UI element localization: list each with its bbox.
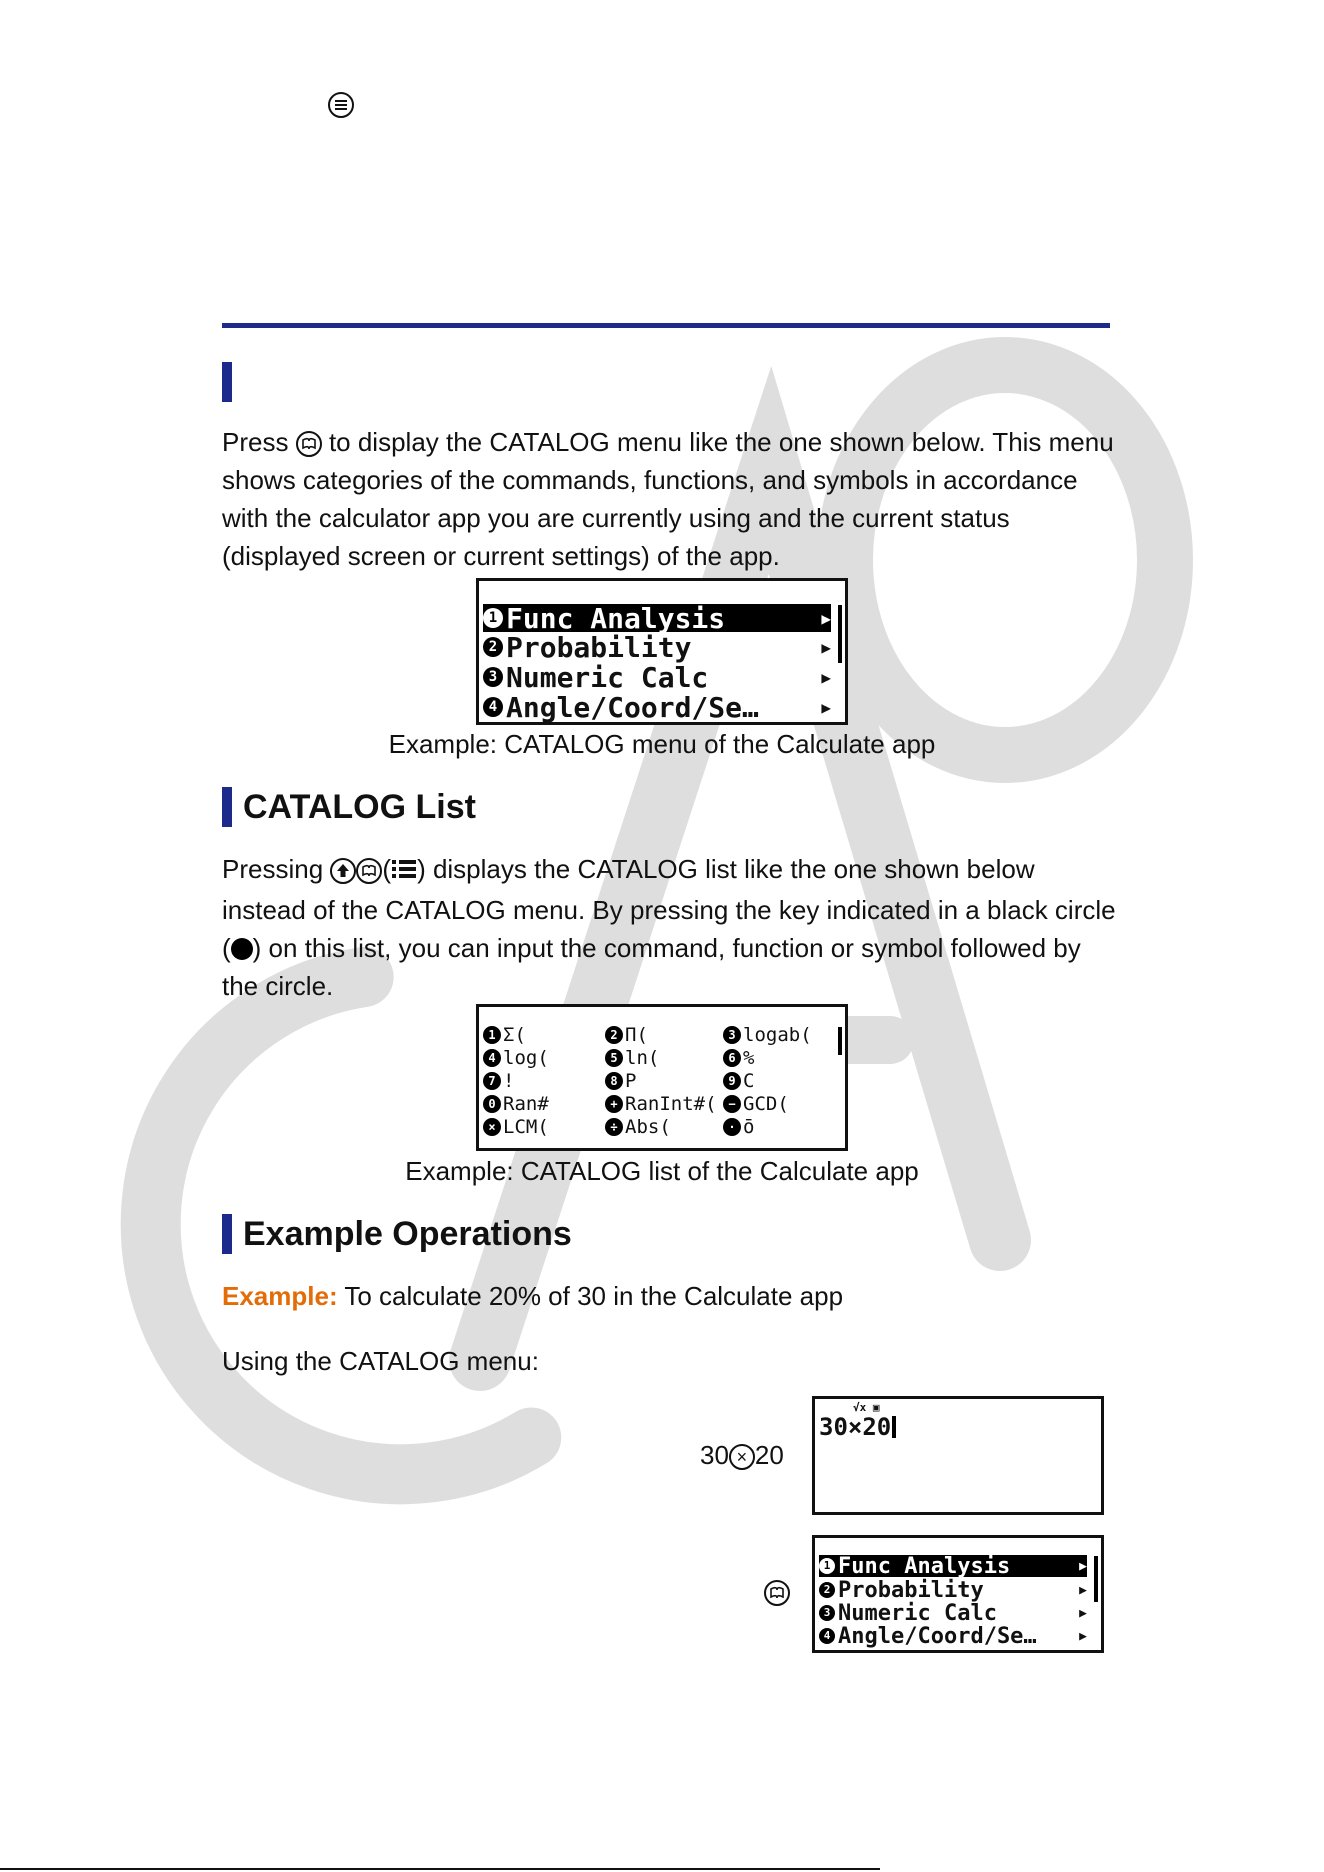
submenu-arrow-icon: ▶: [1079, 1582, 1087, 1598]
catalog-list-intro: Pressing ( ) displays the CATALOG list like the one shown below instead of the CATALOG menu. By pressing the key indicated in a black circle ( ) on this list, you can input the command, function or symbol followed by the circle.: [222, 854, 1116, 1001]
catalog-list-screen: [476, 1004, 848, 1151]
section-rule: [222, 323, 1110, 328]
catalog-list-entry: 7 !: [483, 1070, 514, 1092]
catalog-list-heading: CATALOG List: [243, 788, 476, 826]
section-heading-bar: [222, 362, 232, 402]
black-circle-icon: [231, 938, 253, 960]
catalog-menu-intro: Press to display the CATALOG menu like the one shown below. This menu shows categories of the commands, functions, and symbols in accordance with the calculator app you are currently using and the current status (displayed screen or current settings) of the app.: [222, 427, 1114, 571]
using-catalog-menu: Using the CATALOG menu:: [222, 1346, 539, 1376]
submenu-arrow-icon: ▶: [821, 697, 831, 717]
submenu-arrow-icon: ▶: [821, 637, 831, 657]
catalog-list-heading-bar: [222, 787, 232, 827]
catalog-menu-item: 1 Func Analysis ▶: [483, 604, 831, 632]
catalog-menu-item: 4 Angle/Coord/Se… ▶: [819, 1625, 1087, 1647]
scrollbar: [1094, 1556, 1098, 1602]
catalog-list-caption: Example: CATALOG list of the Calculate app: [405, 1156, 919, 1186]
catalog-list-entry: 8 P: [605, 1070, 636, 1092]
catalog-list-entry: ÷ Abs(: [605, 1116, 671, 1138]
step2-screen: [812, 1535, 1104, 1653]
status-indicators: √x ▣: [853, 1401, 880, 1414]
scrollbar: [838, 605, 842, 663]
step1-keys: 30 × 20: [700, 1440, 784, 1470]
example-line: Example: To calculate 20% of 30 in the Calculate app: [222, 1281, 844, 1311]
submenu-arrow-icon: ▶: [821, 667, 831, 687]
multiply-key-icon: ×: [729, 1444, 755, 1470]
catalog-menu-item: 3 Numeric Calc ▶: [819, 1602, 1087, 1624]
catalog-menu-caption: Example: CATALOG menu of the Calculate app: [388, 729, 936, 759]
list-icon: [391, 853, 417, 891]
catalog-list-entry: 0 Ran#: [483, 1093, 549, 1115]
catalog-key-icon: [296, 431, 322, 457]
catalog-list-entry: 6 %: [723, 1047, 754, 1069]
submenu-arrow-icon: ▶: [1079, 1558, 1087, 1574]
catalog-menu-item: 4 Angle/Coord/Se… ▶: [483, 693, 831, 721]
catalog-list-entry: 2 Π(: [605, 1024, 648, 1046]
catalog-list-entry: · ō: [723, 1116, 754, 1138]
catalog-key-icon: [764, 1580, 790, 1606]
catalog-list-entry: − GCD(: [723, 1093, 789, 1115]
example-label: Example:: [222, 1281, 338, 1311]
step1-screen: [812, 1396, 1104, 1515]
submenu-arrow-icon: ▶: [821, 608, 831, 628]
cursor: [892, 1416, 896, 1438]
catalog-menu-item: 1 Func Analysis ▶: [819, 1555, 1087, 1577]
catalog-key-icon: [356, 858, 382, 884]
catalog-menu-item: 2 Probability ▶: [483, 633, 831, 661]
catalog-menu-screen: [476, 578, 848, 725]
input-expression: 30×20: [819, 1413, 896, 1441]
catalog-list-entry: 5 ln(: [605, 1047, 659, 1069]
catalog-list-entry: 9 C: [723, 1070, 754, 1092]
catalog-list-entry: 3 logab(: [723, 1024, 812, 1046]
submenu-arrow-icon: ▶: [1079, 1628, 1087, 1644]
catalog-list-entry: + RanInt#(: [605, 1093, 717, 1115]
catalog-menu-item: 2 Probability ▶: [819, 1579, 1087, 1601]
catalog-list-entry: 4 log(: [483, 1047, 549, 1069]
catalog-list-entry: 1 Σ(: [483, 1024, 526, 1046]
catalog-menu-item: 3 Numeric Calc ▶: [483, 663, 831, 691]
catalog-list-entry: × LCM(: [483, 1116, 549, 1138]
submenu-arrow-icon: ▶: [1079, 1605, 1087, 1621]
shift-key-icon: [330, 858, 356, 884]
scrollbar: [838, 1027, 842, 1055]
footer-rule: [0, 1868, 880, 1870]
list-options-key-icon: [328, 92, 354, 118]
example-ops-heading: Example Operations: [243, 1215, 572, 1253]
example-ops-heading-bar: [222, 1214, 232, 1254]
